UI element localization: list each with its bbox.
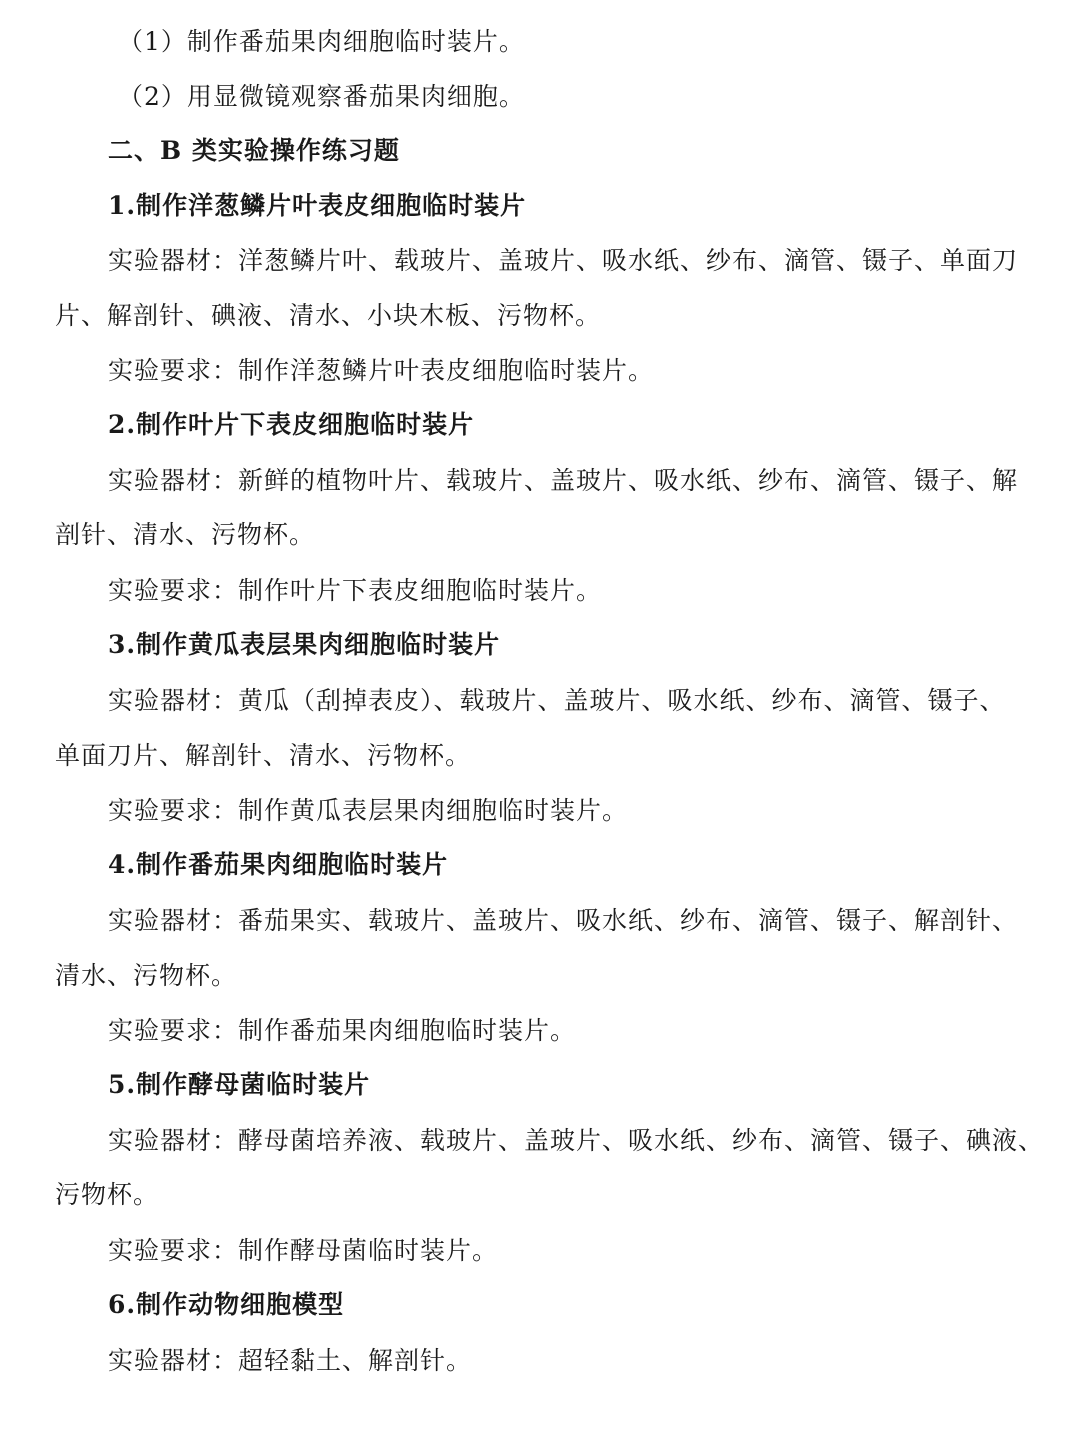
exercise-3-requirement: 实验要求：制作黄瓜表层果肉细胞临时装片。 — [108, 796, 629, 825]
intro-item-1: （1）制作番茄果肉细胞临时装片。 — [118, 27, 525, 56]
exercise-6-materials-line1: 实验器材：超轻黏土、解剖针。 — [108, 1346, 473, 1375]
exercise-4-title: 4.制作番茄果肉细胞临时装片 — [108, 850, 449, 879]
exercise-2-materials-line1: 实验器材：新鲜的植物叶片、载玻片、盖玻片、吸水纸、纱布、滴管、镊子、解 — [108, 466, 1019, 495]
exercise-4-requirement: 实验要求：制作番茄果肉细胞临时装片。 — [108, 1016, 577, 1045]
exercise-3-materials-line2: 单面刀片、解剖针、清水、污物杯。 — [55, 741, 472, 770]
exercise-1-requirement: 实验要求：制作洋葱鳞片叶表皮细胞临时装片。 — [108, 356, 655, 385]
exercise-1-materials-line1: 实验器材：洋葱鳞片叶、载玻片、盖玻片、吸水纸、纱布、滴管、镊子、单面刀 — [108, 246, 1019, 275]
exercise-4-materials-line2: 清水、污物杯。 — [55, 961, 238, 990]
exercise-3-title: 3.制作黄瓜表层果肉细胞临时装片 — [108, 630, 501, 659]
section-heading: 二、B 类实验操作练习题 — [108, 136, 400, 165]
exercise-1-title: 1.制作洋葱鳞片叶表皮细胞临时装片 — [108, 191, 527, 220]
intro-item-2: （2）用显微镜观察番茄果肉细胞。 — [118, 82, 525, 111]
exercise-2-requirement: 实验要求：制作叶片下表皮细胞临时装片。 — [108, 576, 603, 605]
exercise-5-materials-line1: 实验器材：酵母菌培养液、载玻片、盖玻片、吸水纸、纱布、滴管、镊子、碘液、 — [108, 1126, 1045, 1155]
exercise-5-requirement: 实验要求：制作酵母菌临时装片。 — [108, 1236, 499, 1265]
exercise-4-materials-line1: 实验器材：番茄果实、载玻片、盖玻片、吸水纸、纱布、滴管、镊子、解剖针、 — [108, 906, 1019, 935]
exercise-2-materials-line2: 剖针、清水、污物杯。 — [55, 520, 316, 549]
exercise-5-materials-line2: 污物杯。 — [55, 1180, 160, 1209]
exercise-1-materials-line2: 片、解剖针、碘液、清水、小块木板、污物杯。 — [55, 301, 602, 330]
exercise-2-title: 2.制作叶片下表皮细胞临时装片 — [108, 410, 475, 439]
exercise-5-title: 5.制作酵母菌临时装片 — [108, 1070, 371, 1099]
exercise-3-materials-line1: 实验器材：黄瓜（刮掉表皮）、载玻片、盖玻片、吸水纸、纱布、滴管、镊子、 — [108, 686, 1006, 715]
exercise-6-title: 6.制作动物细胞模型 — [108, 1290, 345, 1319]
